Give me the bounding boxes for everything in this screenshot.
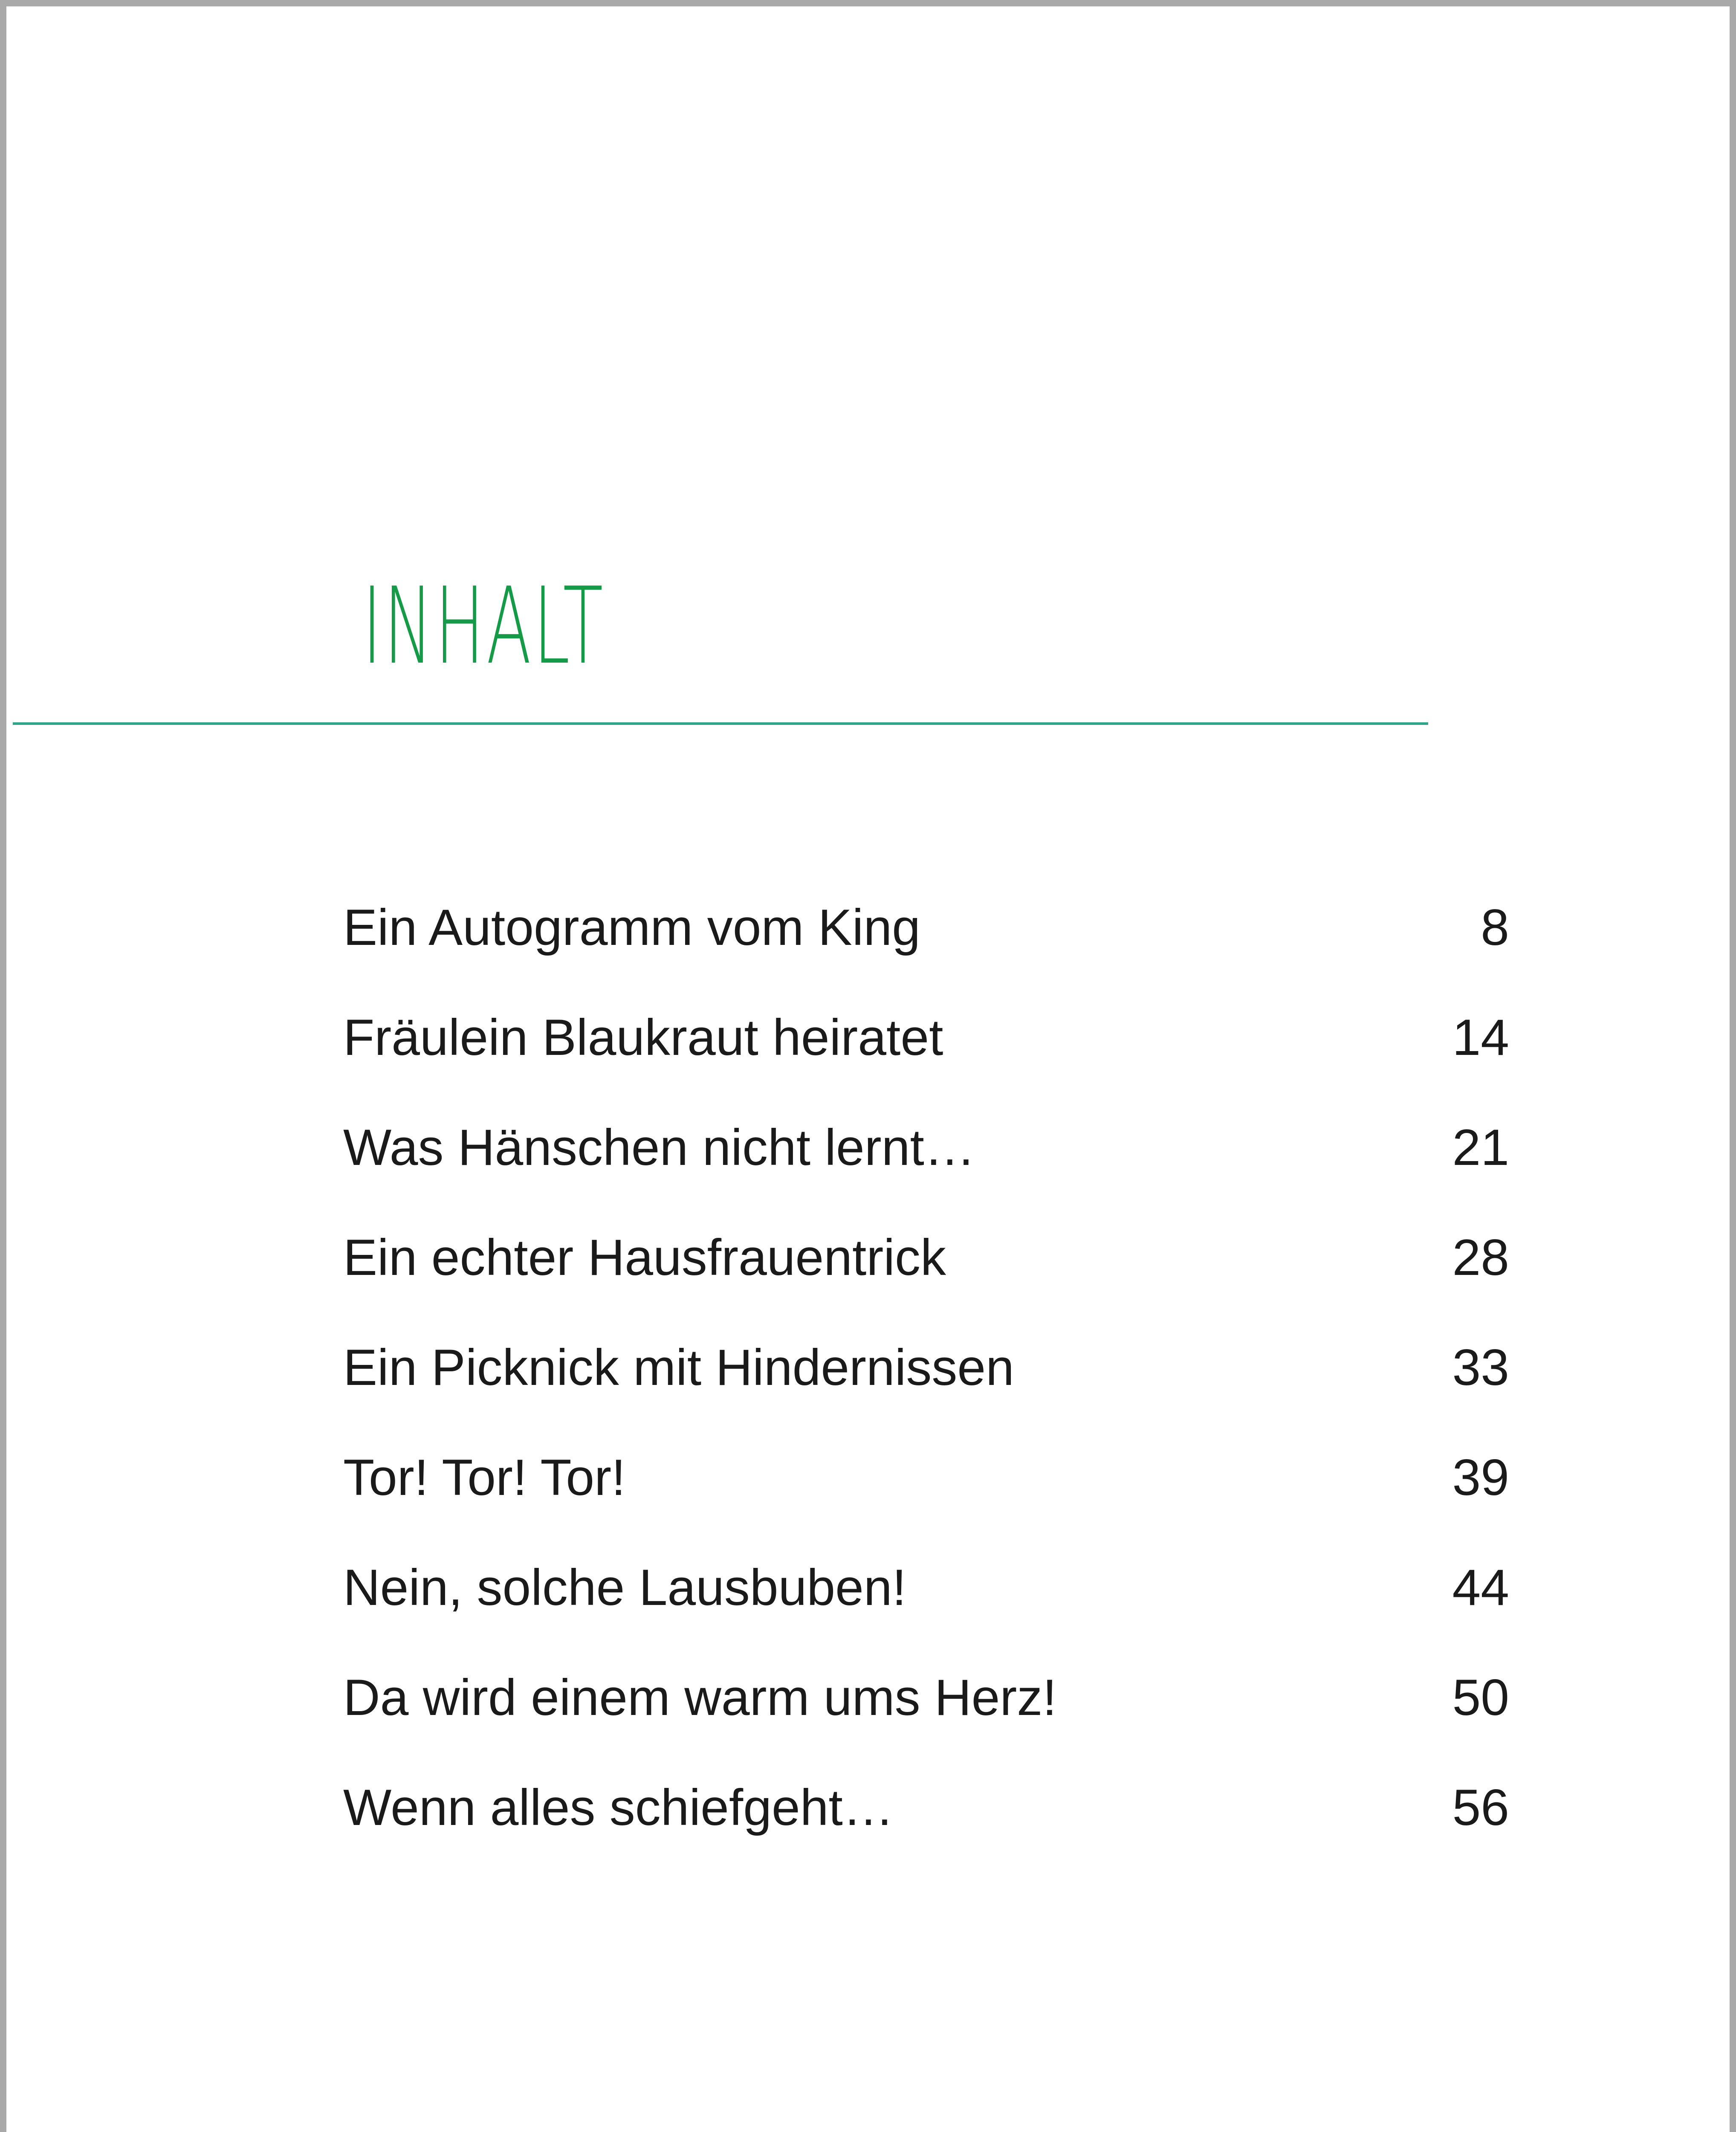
toc-entry xyxy=(343,1449,1509,1562)
toc-entry-title: Wenn alles schiefgeht… xyxy=(343,1779,894,1836)
toc-entry-title: Fräulein Blaukraut heiratet xyxy=(343,1009,943,1066)
toc-entry xyxy=(343,1779,1509,1892)
toc-entry xyxy=(343,1339,1509,1452)
toc-entry-page-number: 8 xyxy=(1481,899,1509,956)
table-of-contents xyxy=(343,899,1509,1892)
toc-entry xyxy=(343,1229,1509,1342)
toc-entry-page-number: 28 xyxy=(1452,1229,1509,1286)
toc-entry-page-number: 14 xyxy=(1452,1009,1509,1066)
toc-entry-page-number: 44 xyxy=(1452,1559,1509,1616)
toc-entry-title: Da wird einem warm ums Herz! xyxy=(343,1669,1057,1726)
page-title: INHALT xyxy=(362,565,605,688)
title-divider xyxy=(13,722,1428,725)
toc-entry-page-number: 56 xyxy=(1452,1779,1509,1836)
toc-entry-title: Nein, solche Lausbuben! xyxy=(343,1559,906,1616)
toc-entry xyxy=(343,1119,1509,1232)
toc-entry-page-number: 39 xyxy=(1452,1449,1509,1506)
toc-entry-title: Was Hänschen nicht lernt… xyxy=(343,1119,975,1176)
toc-entry xyxy=(343,1669,1509,1782)
toc-entry-title: Tor! Tor! Tor! xyxy=(343,1449,626,1506)
toc-entry-page-number: 33 xyxy=(1452,1339,1509,1396)
toc-entry-title: Ein echter Hausfrauentrick xyxy=(343,1229,946,1286)
toc-entry xyxy=(343,899,1509,1012)
toc-entry-page-number: 21 xyxy=(1452,1119,1509,1176)
toc-entry-title: Ein Picknick mit Hindernissen xyxy=(343,1339,1014,1396)
toc-entry xyxy=(343,1559,1509,1672)
toc-entry-page-number: 50 xyxy=(1452,1669,1509,1726)
toc-entry xyxy=(343,1009,1509,1122)
toc-entry-title: Ein Autogramm vom King xyxy=(343,899,920,956)
